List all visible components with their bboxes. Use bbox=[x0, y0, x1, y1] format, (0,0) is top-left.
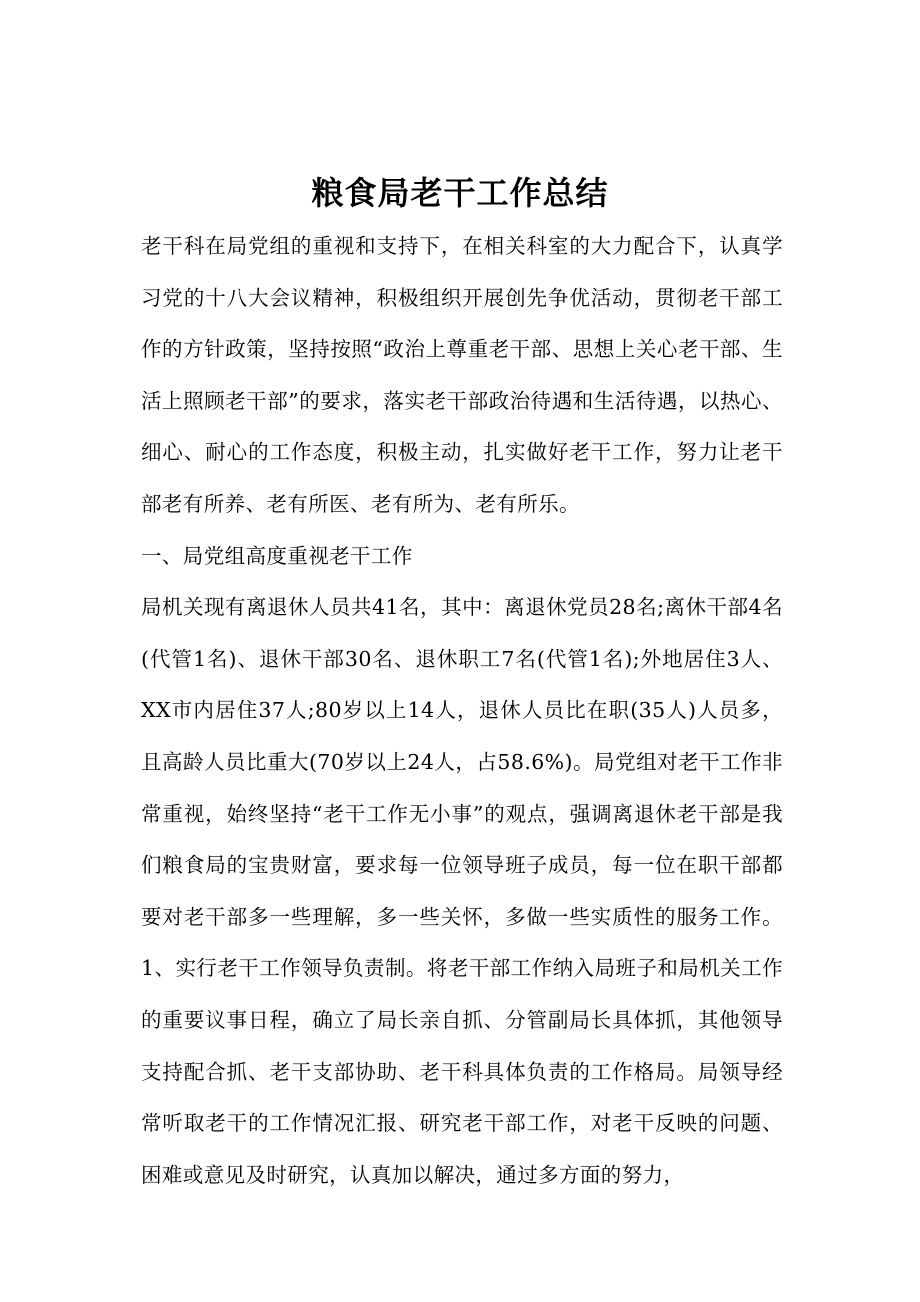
document-body bbox=[141, 221, 783, 1201]
intro-paragraph: 老干科在局党组的重视和支持下，在相关科室的大力配合下，认真学习党的十八大会议精神，积极组织开展创先争优活动，贯彻老干部工作的方针政策，坚持按照“政治上尊重老干部、思想上关心老干部、生活上照顾老干部”的要求，落实老干部政治待遇和生活待遇，以热心、细心、耐心的工作态度，积极主动，扎实做好老干工作，努力让老干部老有所养、老有所医、老有所为、老有所乐。 bbox=[141, 234, 783, 516]
section-paragraph: 局机关现有离退休人员共41名，其中：离退休党员28名;离休干部4名(代管1名)、退休干部30名、退休职工7名(代管1名);外地居住3人、XX市内居住37人;80岁以上14人，退休人员比在职(35人)人员多，且高龄人员比重大(70岁以上24人，占58.6%)。局党组对老干工作非常重视，始终坚持“老干工作无小事”的观点，强调离退休老干部是我们粮食局的宝贵财富，要求每一位领导班子成员，每一位在职干部都要对老干部多一些理解，多一些关怀，多做一些实质性的服务工作。1、实行老干工作领导负责制。将老干部工作纳入局班子和局机关工作的重要议事日程，确立了局长亲自抓、分管副局长具体抓，其他领导支持配合抓、老干支部协助、老干科具体负责的工作格局。局领导经常听取老干的工作情况汇报、研究老干部工作，对老干反映的问题、困难或意见及时研究，认真加以解决，通过多方面的努力， bbox=[141, 595, 783, 1187]
section-heading: 一、局党组高度重视老干工作 bbox=[141, 543, 413, 568]
document-title: 粮食局老干工作总结 bbox=[311, 174, 609, 212]
